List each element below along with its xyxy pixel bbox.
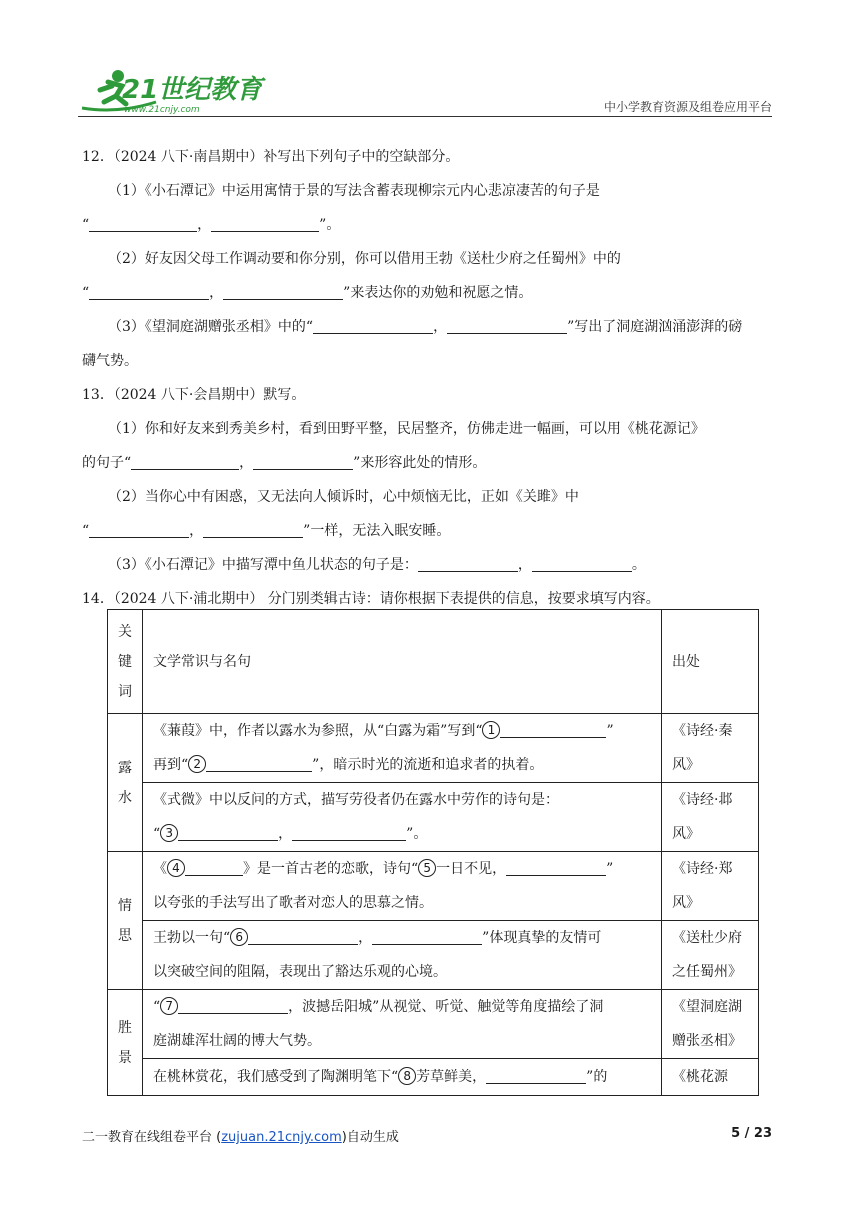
q13-part3: （3）《小石潭记》中描写潭中鱼儿状态的句子是： ， 。 xyxy=(82,548,772,582)
header-divider xyxy=(78,116,772,117)
answer-blank[interactable] xyxy=(206,753,312,772)
page-number: 5 / 23 xyxy=(731,1126,772,1141)
q13-part1: （1）你和好友来到秀美乡村，看到田野平整，民居整齐，仿佛走进一幅画，可以用《桃花源记》 xyxy=(108,421,705,437)
answer-blank[interactable] xyxy=(532,553,632,572)
q12-part1-blanks: “ ， ”。 xyxy=(82,208,772,242)
q14-stem: 14．（2024 八下·浦北期中） 分门别类辑古诗：请你根据下表提供的信息，按要求填写内容。 xyxy=(82,591,660,607)
keyword-cell: 胜 景 xyxy=(108,990,143,1096)
table-row xyxy=(108,990,759,1059)
q12-part3: （3）《望洞庭湖赠张丞相》中的“ ， ”写出了洞庭湖汹涌澎湃的磅 xyxy=(82,310,772,344)
q13-part2-blanks: “ ， ”一样，无法入眠安睡。 xyxy=(82,514,772,548)
poetry-table xyxy=(107,609,759,1096)
keyword-cell: 情 思 xyxy=(108,852,143,990)
q12-part2-blanks: “ ， ”来表达你的劝勉和祝愿之情。 xyxy=(82,276,772,310)
content-cell: 在桃林赏花，我们感受到了陶渊明笔下“ 8 芳草鲜美， ”的 xyxy=(143,1059,662,1096)
answer-blank[interactable] xyxy=(223,281,343,300)
answer-blank[interactable] xyxy=(89,213,197,232)
q12-part2: （2）好友因父母工作调动要和你分别，你可以借用王勃《送杜少府之任蜀州》中的 xyxy=(108,251,621,267)
source-cell: 《诗经·秦 风》 xyxy=(662,714,759,783)
header-platform-name: 中小学教育资源及组卷应用平台 xyxy=(603,100,772,114)
q13-stem: 13．（2024 八下·会昌期中）默写。 xyxy=(82,387,306,403)
answer-blank[interactable] xyxy=(211,213,319,232)
answer-blank[interactable] xyxy=(185,857,243,876)
answer-blank[interactable] xyxy=(178,822,278,841)
content-cell: 《蒹葭》中，作者以露水为参照，从“白露为霜”写到“ 1 ” 再到“ 2 ”，暗示时光的流逝和追求者的执着。 xyxy=(143,714,662,783)
page-header xyxy=(78,62,772,118)
footer-link[interactable]: zujuan.21cnjy.com xyxy=(221,1130,342,1145)
q12-part1: （1）《小石潭记》中运用寓情于景的写法含蓄表现柳宗元内心悲凉凄苦的句子是 xyxy=(108,183,600,199)
answer-blank[interactable] xyxy=(203,519,303,538)
table-row xyxy=(108,852,759,921)
logo-sub: www.21cnjy.com xyxy=(124,105,200,115)
answer-blank[interactable] xyxy=(131,451,239,470)
answer-blank[interactable] xyxy=(89,281,209,300)
answer-blank[interactable] xyxy=(253,451,353,470)
content-cell: 王勃以一句“ 6 ， ”体现真挚的友情可 以突破空间的阻隔，表现出了豁达乐观的心境。 xyxy=(143,921,662,990)
source-cell: 《桃花源 xyxy=(662,1059,759,1096)
source-cell: 《望洞庭湖 赠张丞相》 xyxy=(662,990,759,1059)
answer-blank[interactable] xyxy=(248,926,358,945)
answer-blank[interactable] xyxy=(89,519,189,538)
answer-blank[interactable] xyxy=(292,822,406,841)
keyword-cell: 露 水 xyxy=(108,714,143,852)
answer-blank[interactable] xyxy=(372,926,482,945)
q12-stem: 12．（2024 八下·南昌期中）补写出下列句子中的空缺部分。 xyxy=(82,149,460,165)
answer-blank[interactable] xyxy=(313,315,433,334)
q13-part2: （2）当你心中有困惑，又无法向人倾诉时，心中烦恼无比，正如《关雎》中 xyxy=(108,489,579,505)
source-cell: 《诗经·郑 风》 xyxy=(662,852,759,921)
question-content xyxy=(82,140,772,616)
table-row xyxy=(108,714,759,783)
header-source: 出处 xyxy=(662,610,759,714)
content-cell: 《 4 》是一首古老的恋歌，诗句“ 5 一日不见， ” 以夸张的手法写出了歌者对恋人的思慕之情。 xyxy=(143,852,662,921)
header-content: 文学常识与名句 xyxy=(143,610,662,714)
table-row xyxy=(108,921,759,990)
q12-part3-cont: 礴气势。 xyxy=(82,353,138,369)
answer-blank[interactable] xyxy=(418,553,518,572)
content-cell: 《式微》中以反问的方式，描写劳役者仍在露水中劳作的诗句是： “ 3 ， ”。 xyxy=(143,783,662,852)
answer-blank[interactable] xyxy=(447,315,567,334)
content-cell: “ 7 ，波撼岳阳城”从视觉、听觉、触觉等角度描绘了洞 庭湖雄浑壮阔的博大气势。 xyxy=(143,990,662,1059)
table-row xyxy=(108,783,759,852)
logo-main: 21世纪教育 xyxy=(122,75,263,105)
answer-blank[interactable] xyxy=(500,719,606,738)
q13-part1-blanks: 的句子“ ， ”来形容此处的情形。 xyxy=(82,446,772,480)
answer-blank[interactable] xyxy=(506,857,606,876)
site-logo xyxy=(78,62,318,118)
table-row xyxy=(108,1059,759,1096)
source-cell: 《诗经·邶 风》 xyxy=(662,783,759,852)
answer-blank[interactable] xyxy=(178,995,288,1014)
header-keyword: 关 键 词 xyxy=(108,610,143,714)
source-cell: 《送杜少府 之任蜀州》 xyxy=(662,921,759,990)
table-header-row xyxy=(108,610,759,714)
footer-source: 二一教育在线组卷平台 (zujuan.21cnjy.com)自动生成 xyxy=(82,1130,399,1145)
answer-blank[interactable] xyxy=(486,1065,586,1084)
